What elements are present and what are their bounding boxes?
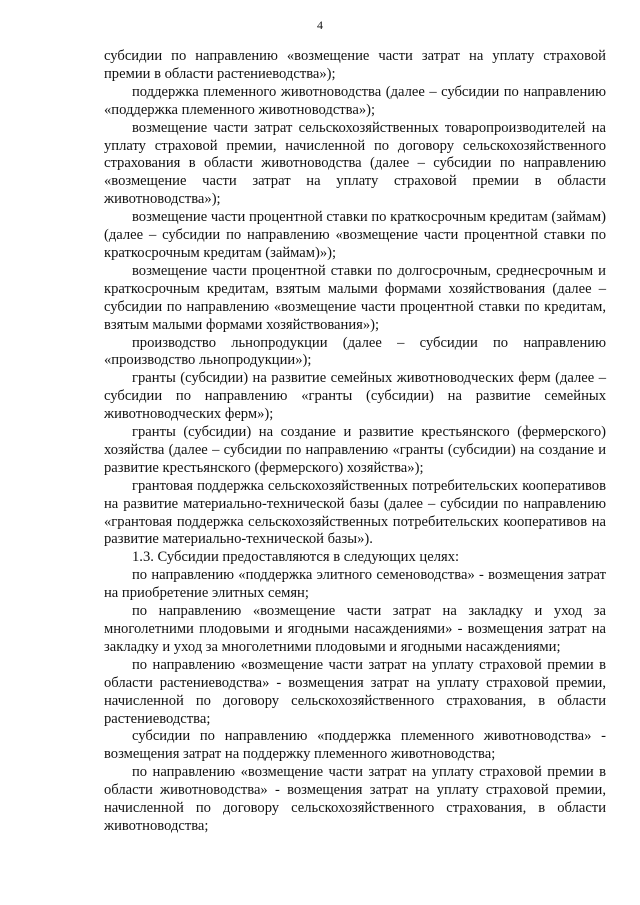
paragraph: субсидии по направлению «поддержка племенного животноводства» - возмещения затрат на поддержку племенного животноводства; <box>104 728 606 763</box>
section-heading: 1.3. Субсидии предоставляются в следующих целях: <box>132 549 460 566</box>
paragraph: грантовая поддержка сельскохозяйственных потребительских кооперативов на развитие материально-технической базы (далее – субсидии по направлению «грантовая поддержка сельскохозяйственных потребительских кооперативов на развитие материально-технической базы»). <box>104 477 606 548</box>
document-body <box>104 48 606 836</box>
page-number: 4 <box>317 18 323 32</box>
paragraph: по направлению «возмещение части затрат на уплату страховой премии в области животноводства» - возмещения затрат на уплату страховой премии, начисленной по договору сельскохозяйственного страхования, в области животноводства; <box>104 764 606 834</box>
paragraph: гранты (субсидии) на развитие семейных животноводческих ферм (далее – субсидии по направлению «гранты (субсидии) на развитие семейных животноводческих ферм»); <box>104 370 606 423</box>
paragraph: по направлению «возмещение части затрат на уплату страховой премии в области растениеводства» - возмещения затрат на уплату страховой премии, начисленной по договору сельскохозяйственного страхования, в области растениеводства; <box>104 656 606 727</box>
paragraph: возмещение части процентной ставки по долгосрочным, среднесрочным и краткосрочным кредитам, взятым малыми формами хозяйствования (далее – субсидии по направлению «возмещение части процентной ставки по кредитам, взятым малыми формами хозяйствования»); <box>104 262 606 333</box>
paragraph: по направлению «поддержка элитного семеноводства» - возмещения затрат на приобретение элитных семян; <box>104 567 606 602</box>
paragraph: поддержка племенного животноводства (далее – субсидии по направлению «поддержка племенного животноводства»); <box>104 83 606 118</box>
paragraph: возмещение части процентной ставки по краткосрочным кредитам (займам) (далее – субсидии по направлению «возмещение части процентной ставки по краткосрочным кредитам (займам)»); <box>104 209 606 261</box>
paragraph: возмещение части затрат сельскохозяйственных товаропроизводителей на уплату страховой премии, начисленной по договору сельскохозяйственного страхования в области животноводства (далее – субсидии по направлению «возмещение части затрат на уплату страховой премии в области животноводства»); <box>104 119 606 208</box>
paragraph: гранты (субсидии) на создание и развитие крестьянского (фермерского) хозяйства (далее – субсидии по направлению «гранты (субсидии) на создание и развитие крестьянского (фермерского) хозяйства»); <box>104 424 606 476</box>
paragraph: субсидии по направлению «возмещение части затрат на уплату страховой премии в области растениеводства»); <box>104 48 606 82</box>
paragraph: производство льнопродукции (далее – субсидии по направлению «производство льнопродукции»); <box>104 334 606 369</box>
paragraph: по направлению «возмещение части затрат на закладку и уход за многолетними плодовыми и ягодными насаждениями» - возмещения затрат на закладку и уход за многолетними плодовыми и ягодными насаждениями; <box>104 603 606 655</box>
